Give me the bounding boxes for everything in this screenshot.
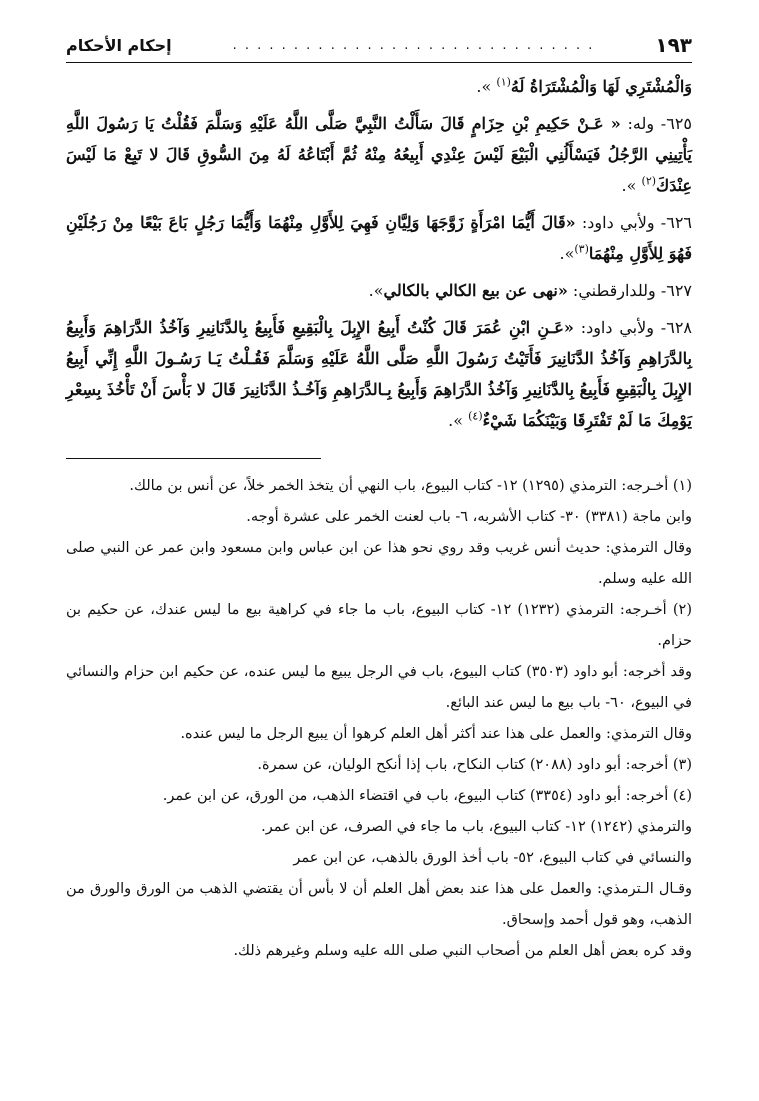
hadith-626: ٦٢٦- ولأبي داود: «قَالَ أَيُّمَا امْرَأَةٍ زَوَّجَهَا وَلِيَّانِ فَهِيَ لِلأَوَّلِ مِنْهُمَا وَأَيُّمَا رَجُلٍ بَاعَ بَيْعًا مِنْ رَجُلَيْنِ فَهُوَ لِلأَوَّلِ مِنْهُمَا$^{(٣)}$». (66, 213, 692, 263)
footnote-line: وابن ماجة (٣٣٨١) ٣٠- كتاب الأشربه، ٦- باب لعنت الخمر على عشرة أوجه. (246, 509, 692, 525)
footnote-line: (٤) أخرجه: أبو داود (٣٣٥٤) كتاب البيوع، باب في اقتضاء الذهب، من الورق، عن ابن عمر. (162, 788, 692, 804)
footnote-line: (٢) أخـرجه: الترمذي (١٢٣٢) ١٢- كتاب البيوع، باب ما جاء في كراهية بيع ما ليس عندك، عن حكيم بن حزام. (66, 602, 692, 649)
hadith-continuation: وَالْمُشْتَرِي لَهَا وَالْمُشْتَرَاةُ لَهُ$^{(١)}$ ». (476, 75, 692, 96)
footnote-ref: (٢) (641, 174, 657, 188)
footnote-line: والنسائي في كتاب البيوع، ٥٢- باب أخذ الورق بالذهب، عن ابن عمر (293, 850, 692, 866)
footnote-line: وقـال الـترمذي: والعمل على هذا عند بعض أهل العلم أن لا بأس أن يقتضي الذهب من الورق والورق من الذهب، وهو قول أحمد وإسحاق. (66, 881, 692, 928)
hadith-625: ٦٢٥- وله: « عَـنْ حَكِيمِ بْنِ حِزَامٍ قَالَ سَأَلْتُ النَّبِيَّ صَلَّى اللَّهُ عَلَيْهِ وَسَلَّمَ فَقُلْتُ يَا رَسُولَ اللَّهِ يَأْتِينِي الرَّجُلُ فَيَسْأَلُنِي الْبَيْعَ لَيْسَ عِنْدِي أَبِيعُهُ مِنْهُ ثُمَّ أَبْتَاعُهُ لَهُ مِنَ السُّوقِ قَالَ لا تَبِعْ مَا لَيْسَ عِنْدَكَ$^{(٢)}$ ». (66, 114, 692, 195)
running-title: إحكام الأحكام (66, 35, 172, 55)
footnote-line: وقال الترمذي: والعمل على هذا عند أكثر أهل العلم كرهوا أن يبيع الرجل ما ليس عنده. (180, 726, 692, 742)
footnotes (66, 471, 692, 967)
hadith-628: ٦٢٨- ولأبي داود: «عَـنِ ابْنِ عُمَرَ قَالَ كُنْتُ أَبِيعُ الإِبِلَ بِالْبَقِيعِ فَأَبِيعُ بِالدَّنَانِيرِ وَآخُذُ الدَّرَاهِمَ وَأَبِيعُ بِالدَّرَاهِمِ وَآخُذُ الدَّنَانِيرَ فَأَتَيْتُ رَسُولَ اللَّهِ صَلَّى اللَّهُ عَلَيْهِ وَسَلَّمَ فَقُـلْتُ يَـا رَسُـولَ اللَّهِ إِنِّي أَبِيعُ الإِبِلَ بِالْبَقِيعِ فَأَبِيعُ بِالدَّنَانِيرِ وَآخُذُ الدَّرَاهِمَ وَأَبِيعُ بِـالدَّرَاهِمِ وَآخُـذُ الدَّنَانِيرَ قَالَ لا بَأْسَ أَنْ تَأْخُذَ بِسِعْرِ يَوْمِكَ مَا لَمْ تَفْتَرِقَا وَبَيْنَكُمَا شَيْءٌ$^{(٤)}$ ». (66, 318, 692, 430)
main-text (66, 71, 692, 436)
footnote-ref: (٤) (468, 409, 483, 423)
footnote-line: وقد أخرجه: أبو داود (٣٥٠٣) كتاب البيوع، باب في الرجل يبيع ما ليس عنده، عن حكيم ابن حزام والنسائي في البيوع، ٦٠- باب بيع ما ليس عند البائع. (66, 664, 692, 711)
footnote-line: وقال الترمذي: حديث أنس غريب وقد روي نحو هذا عن ابن عباس وابن مسعود وابن عمر عن النبي صلى الله عليه وسلم. (66, 540, 692, 587)
header-leader-dots: . . . . . . . . . . . . . . . . . . . . . . . . . . . . . . (232, 37, 595, 53)
hadith-627: ٦٢٧- وللدارقطني: «نهى عن بيع الكالي بالكالي». (368, 281, 692, 300)
footnote-ref: (١) (496, 75, 511, 89)
footnote-divider (66, 458, 321, 459)
footnote-line: والترمذي (١٢٤٢) ١٢- كتاب البيوع، باب ما جاء في الصرف، عن ابن عمر. (261, 819, 692, 835)
footnote-line: (٣) أخرجه: أبو داود (٢٠٨٨) كتاب النكاح، باب إذا أنكح الوليان، عن سمرة. (257, 757, 692, 773)
book-page (66, 28, 692, 1088)
page-number: ١٩٣ (655, 33, 692, 57)
page-header (66, 28, 692, 63)
footnote-line: وقد كره بعض أهل العلم من أصحاب النبي صلى الله عليه وسلم وغيرهم ذلك. (233, 943, 692, 959)
footnote-line: (١) أخـرجه: الترمذي (١٢٩٥) ١٢- كتاب البيوع، باب النهي أن يتخذ الخمر خلاً، عن أنس بن مالك. (129, 478, 692, 494)
footnote-ref: (٣) (574, 242, 589, 256)
